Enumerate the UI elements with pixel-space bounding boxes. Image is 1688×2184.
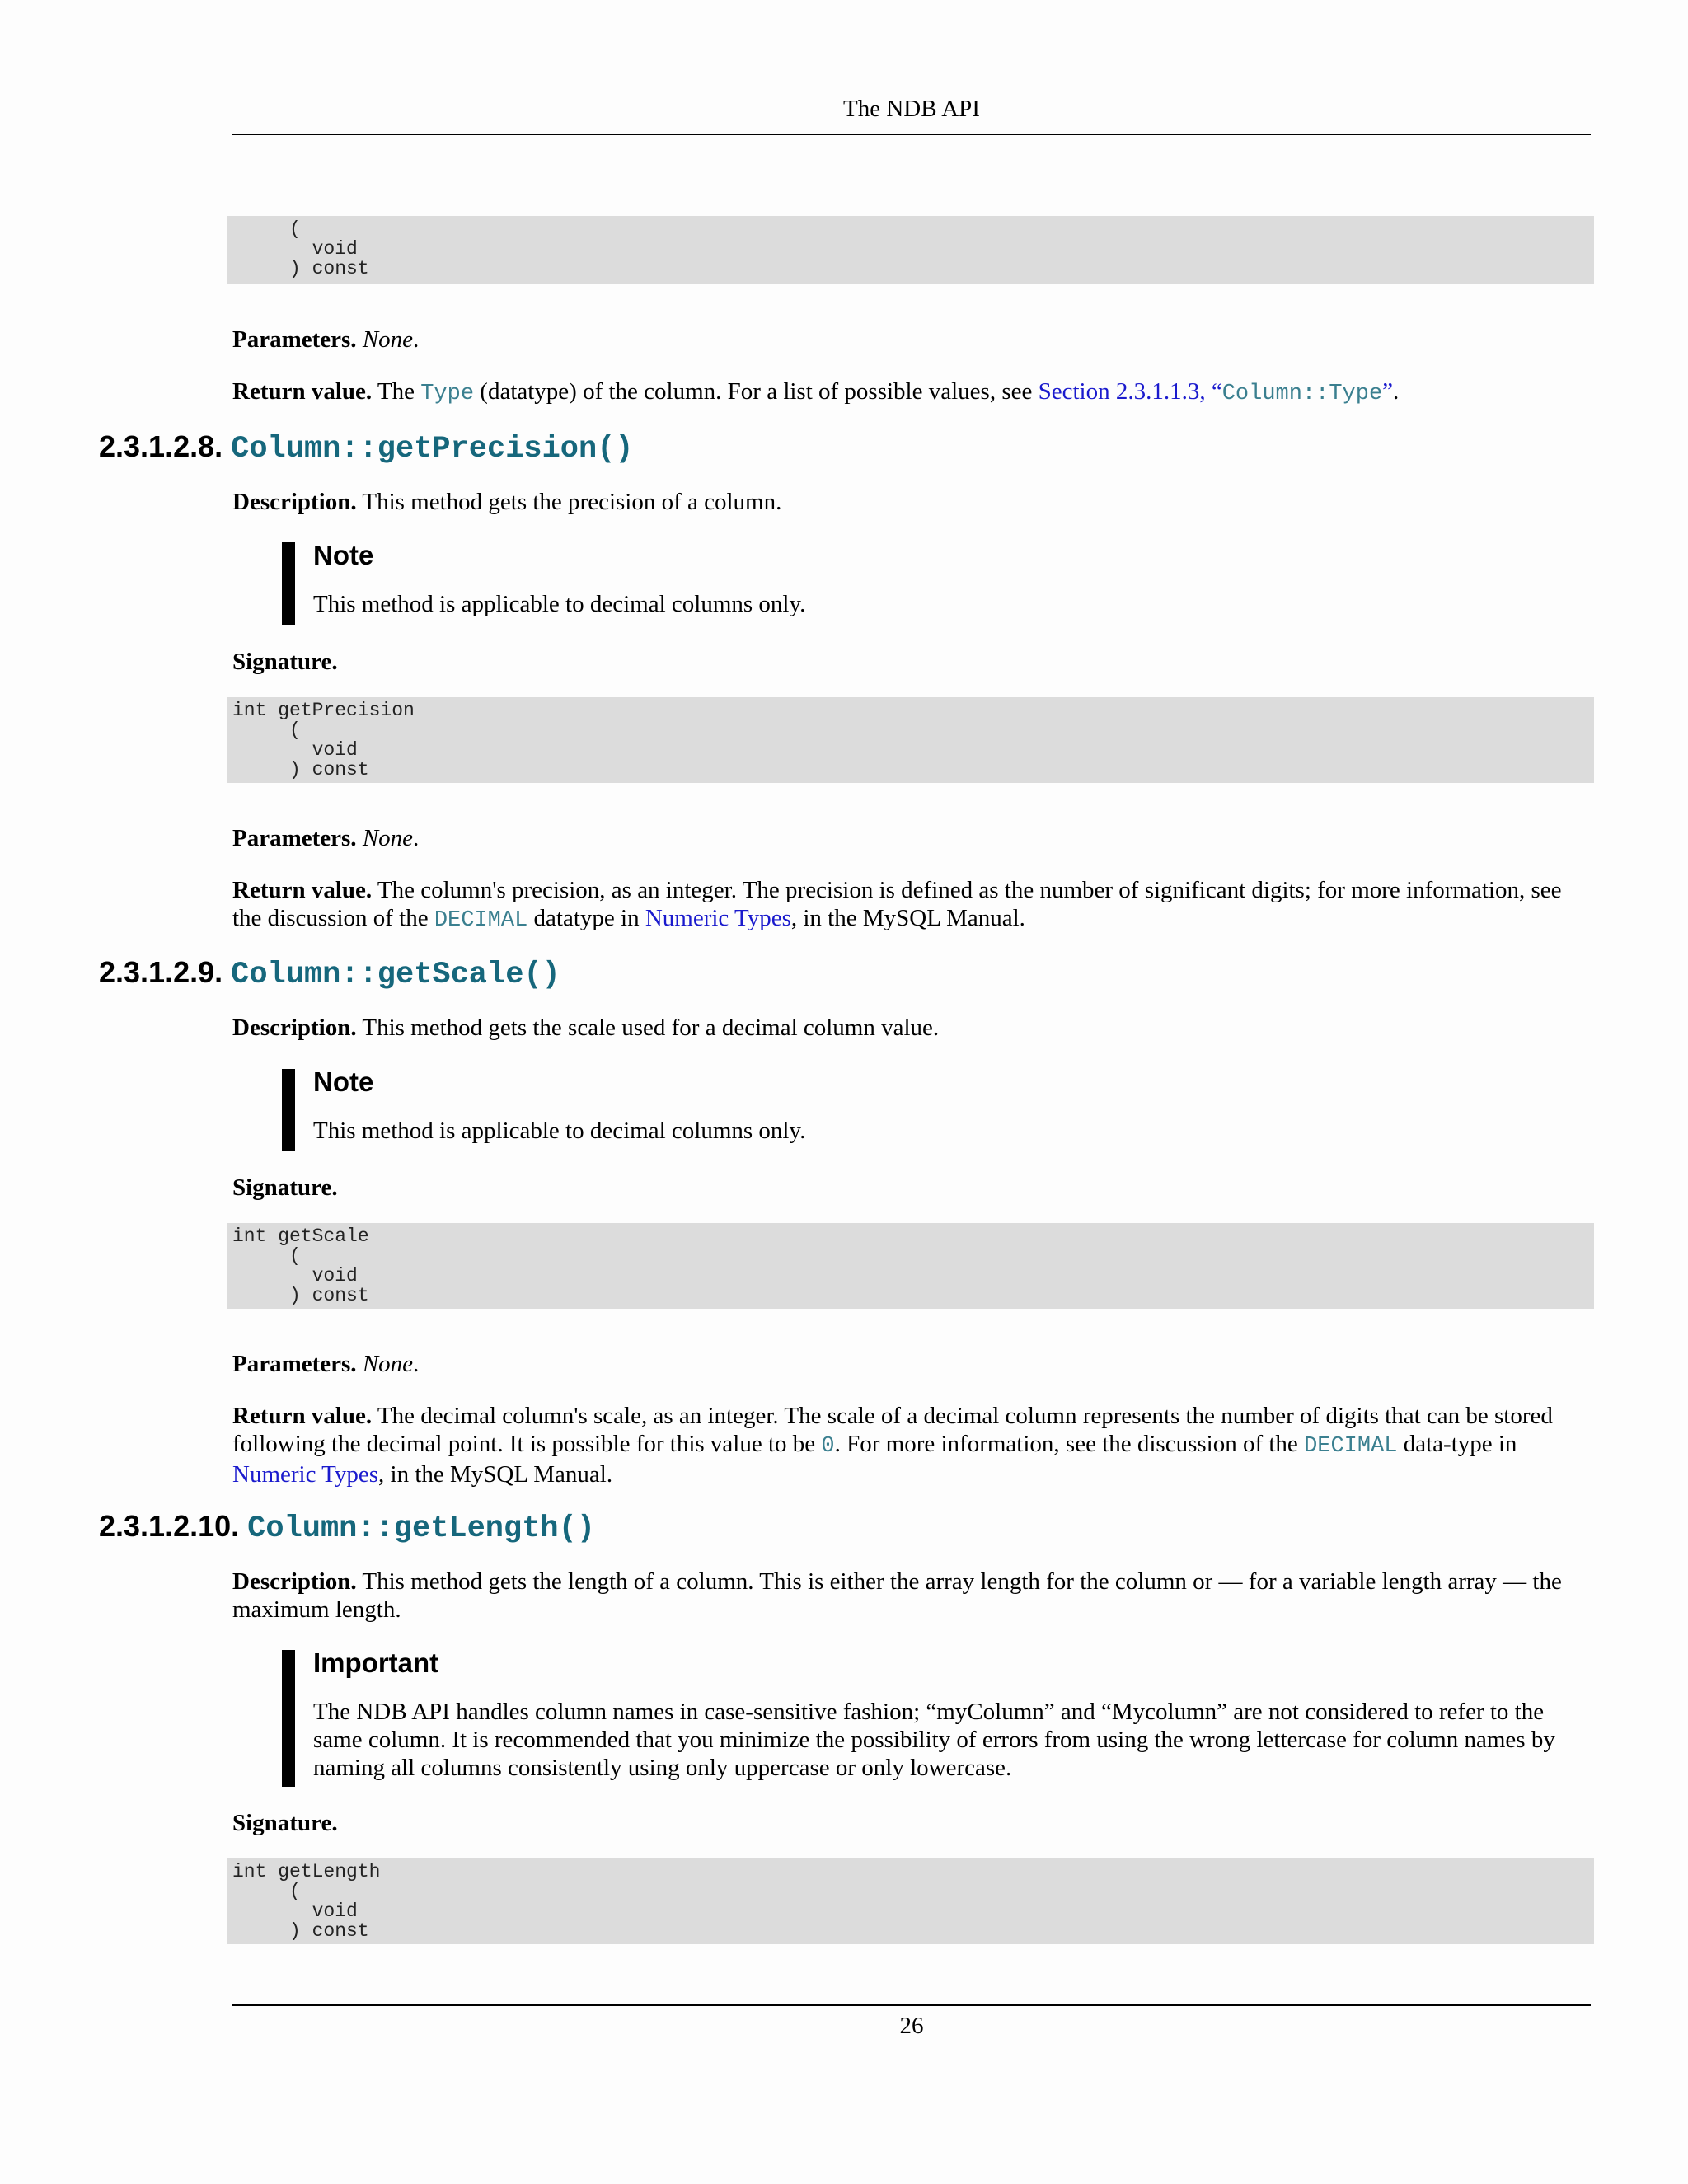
important-title: Important [313,1647,439,1678]
signature-label: Signature. [232,1174,338,1201]
parameters-value: None [362,326,414,353]
return-text: , in the MySQL Manual. [378,1461,613,1488]
section-link[interactable] [1039,378,1393,405]
important-text: The NDB API handles column names in case-sensitive fashion; “myColumn” and “Mycolumn” are not considered to refer to the same column. It is recommended that you minimize the possibility of errors from using the wrong lettercase for column names by naming all columns consistently using only uppercase or only lowercase. [313,1699,1555,1781]
description-label: Description. [232,1568,357,1595]
description-paragraph [232,1568,1592,1624]
type-code: Type [420,382,475,406]
parameters-value: None [362,825,414,851]
numeric-types-link[interactable]: Numeric Types [232,1461,379,1488]
code-block-signature: int getPrecision ( void ) const [227,697,1594,783]
parameters-end: . [413,825,420,851]
parameters-end: . [413,326,420,353]
section-heading-getlength [99,1508,595,1547]
signature-label-line [232,1809,1592,1837]
return-end: . [1393,378,1400,405]
description-label: Description. [232,489,357,515]
signature-label-line [232,648,1592,676]
description-paragraph [232,1014,1592,1042]
section-method-name: Column::getLength() [247,1511,596,1546]
decimal-code: DECIMAL [1304,1434,1398,1459]
section-number: 2.3.1.2.10. [99,1509,240,1543]
return-text: , in the MySQL Manual. [790,905,1025,931]
section-method-name: Column::getPrecision() [231,432,634,466]
return-value-paragraph [232,1402,1592,1488]
code-block-type-signature: ( void ) const [227,216,1594,284]
page-header [232,92,1591,135]
return-text: The [372,378,421,405]
section-method-name: Column::getScale() [231,958,560,992]
link-code: Column::Type [1221,382,1383,406]
return-value-paragraph [232,876,1592,935]
parameters-paragraph [232,824,1592,852]
description-text: This method gets the scale used for a decimal column value. [356,1015,940,1041]
return-value-paragraph [232,377,1592,408]
page-footer [232,2004,1591,2042]
return-value-label: Return value. [232,378,373,405]
return-text: data-type in [1397,1431,1517,1457]
code-block-signature: int getLength ( void ) const [227,1858,1594,1944]
return-text: The decimal column's scale, as an integer. The scale of a decimal column represents the number of digits that can be stored following the decimal point. It is possible for this value to be [232,1403,1553,1457]
parameters-end: . [413,1351,420,1377]
section-number: 2.3.1.2.8. [99,429,223,463]
note-title: Note [313,540,374,570]
parameters-label: Parameters. [232,326,357,353]
description-text: This method gets the length of a column. This is either the array length for the column or — for a variable length array — the maximum length. [232,1568,1562,1623]
parameters-label: Parameters. [232,825,357,851]
link-text: Section 2.3.1.1.3, “ [1038,378,1222,405]
return-text: (datatype) of the column. For a list of possible values, see [474,378,1039,405]
parameters-label: Parameters. [232,1351,357,1377]
return-value-label: Return value. [232,877,373,903]
note-title: Note [313,1066,374,1097]
description-text: This method gets the precision of a column. [356,489,782,515]
return-text: . For more information, see the discussion of the [834,1431,1305,1457]
numeric-types-link[interactable]: Numeric Types [645,905,791,931]
section-heading-getscale [99,954,560,993]
signature-label: Signature. [232,649,338,675]
section-number: 2.3.1.2.9. [99,955,223,989]
return-text: The column's precision, as an integer. The precision is defined as the number of significant digits; for more information, see the discussion of the [232,877,1562,931]
page-number: 26 [899,2013,924,2039]
return-text: datatype in [528,905,645,931]
note-text: This method is applicable to decimal columns only. [313,1118,806,1144]
note-text: This method is applicable to decimal columns only. [313,591,806,617]
note-box [282,542,1568,625]
code-block-signature: int getScale ( void ) const [227,1223,1594,1309]
note-box [282,1066,1568,1151]
link-text: ” [1382,378,1394,405]
section-heading-getprecision [99,429,634,467]
signature-label-line [232,1174,1592,1202]
running-title: The NDB API [843,96,980,122]
important-box [282,1647,1568,1787]
parameters-paragraph [232,326,1592,354]
decimal-code: DECIMAL [434,908,528,933]
parameters-value: None [362,1351,414,1377]
description-paragraph [232,488,1592,516]
return-value-label: Return value. [232,1403,373,1429]
parameters-paragraph [232,1350,1592,1378]
description-label: Description. [232,1015,357,1041]
signature-label: Signature. [232,1810,338,1836]
zero-code: 0 [821,1434,835,1459]
